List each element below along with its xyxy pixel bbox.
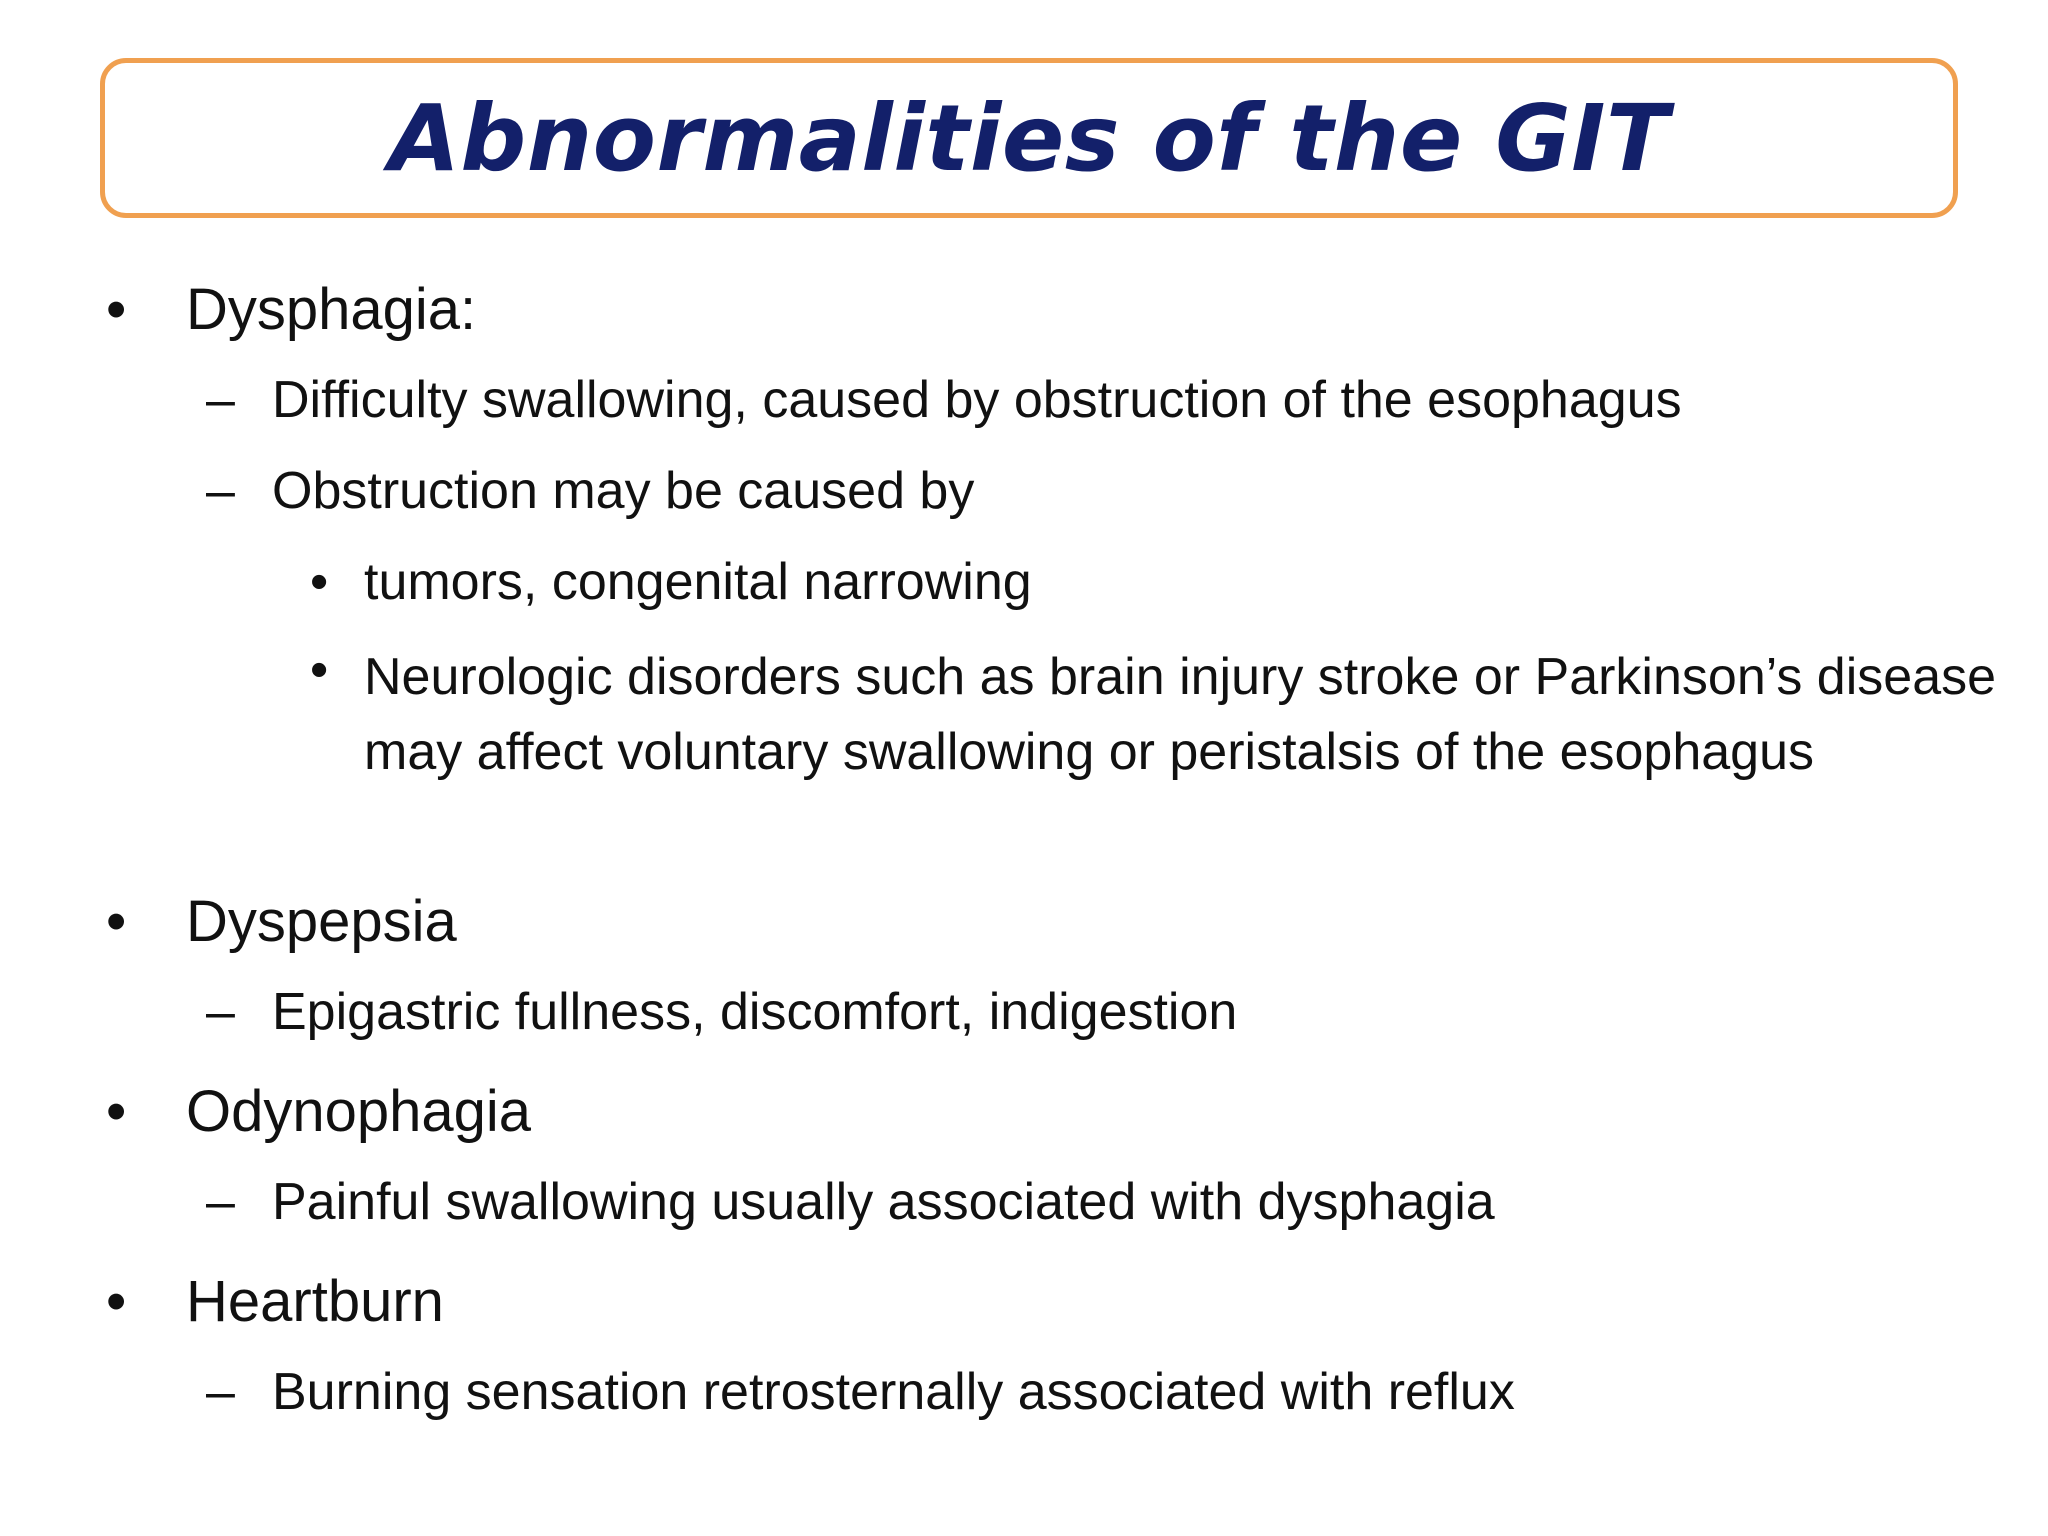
- bullet-marker: •: [310, 641, 329, 699]
- dash-marker: –: [206, 983, 235, 1041]
- dash-marker: –: [206, 462, 235, 520]
- sub-sub-bullet-text: tumors, congenital narrowing: [364, 553, 1032, 611]
- dash-marker: –: [206, 371, 235, 429]
- sub-bullet-epigastric: [206, 982, 1237, 1042]
- sub-bullet-burning: [206, 1362, 1515, 1422]
- sub-sub-bullet-tumors: [310, 552, 1032, 612]
- dash-marker: –: [206, 1363, 235, 1421]
- sub-bullet-text: Burning sensation retrosternally associated with reflux: [272, 1363, 1515, 1421]
- bullet-label: Dysphagia:: [186, 277, 477, 342]
- bullet-dyspepsia: [106, 888, 457, 955]
- sub-bullet-text: Difficulty swallowing, caused by obstruction of the esophagus: [272, 371, 1682, 429]
- sub-bullet-text: Obstruction may be caused by: [272, 462, 975, 520]
- bullet-marker: •: [106, 1269, 127, 1334]
- bullet-odynophagia: [106, 1078, 531, 1145]
- bullet-heartburn: [106, 1268, 444, 1335]
- bullet-marker: •: [106, 1079, 127, 1144]
- bullet-label: Dyspepsia: [186, 889, 457, 954]
- sub-bullet-text: Painful swallowing usually associated with dysphagia: [272, 1173, 1495, 1231]
- bullet-marker: •: [106, 889, 127, 954]
- bullet-label: Odynophagia: [186, 1079, 532, 1144]
- bullet-label: Heartburn: [186, 1269, 444, 1334]
- sub-bullet-text: Epigastric fullness, discomfort, indigestion: [272, 983, 1238, 1041]
- bullet-marker: •: [106, 277, 127, 342]
- slide-title: Abnormalities of the GIT: [388, 84, 1670, 192]
- sub-bullet-painful: [206, 1172, 1495, 1232]
- bullet-marker: •: [310, 553, 329, 611]
- sub-bullet-difficulty: [206, 370, 1682, 430]
- dash-marker: –: [206, 1173, 235, 1231]
- bullet-dysphagia: [106, 276, 476, 343]
- sub-sub-bullet-neurologic: [310, 640, 2044, 790]
- sub-sub-bullet-text: Neurologic disorders such as brain injury stroke or Parkinson’s disease may affect voluntary swallowing or peristalsis of the esophagus: [364, 648, 1997, 781]
- sub-bullet-obstruction: [206, 461, 974, 521]
